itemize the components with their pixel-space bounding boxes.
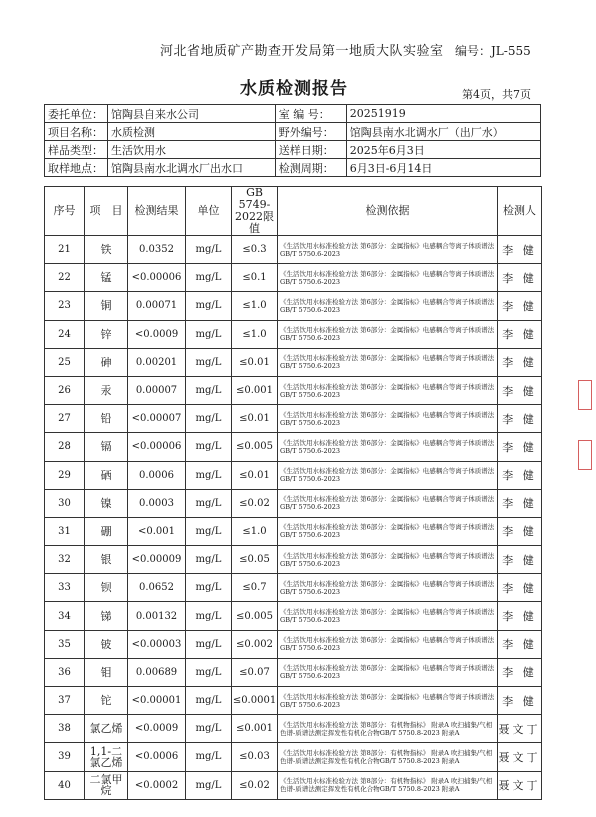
- report-title: 水质检测报告: [240, 79, 348, 99]
- table-row: [45, 602, 542, 630]
- row-person: 聂文丁: [498, 743, 542, 771]
- col-seq: 序号: [45, 187, 85, 236]
- col-limit-line2: 2022限值: [235, 210, 274, 235]
- row-item: 硼: [85, 517, 128, 545]
- report-header: [0, 0, 596, 110]
- row-item: 硒: [85, 461, 128, 489]
- row-unit: mg/L: [186, 320, 232, 348]
- row-limit: ≤0.005: [232, 433, 278, 461]
- row-seq: 36: [45, 658, 85, 686]
- row-unit: mg/L: [186, 546, 232, 574]
- row-person: 李 健: [498, 630, 542, 658]
- row-unit: mg/L: [186, 517, 232, 545]
- row-unit: mg/L: [186, 236, 232, 264]
- row-limit: ≤0.05: [232, 546, 278, 574]
- row-result: <0.00009: [128, 546, 186, 574]
- row-person: 李 健: [498, 292, 542, 320]
- row-person: 李 健: [498, 405, 542, 433]
- sampling-site-label: 取样地点：: [45, 159, 108, 177]
- row-item: 锰: [85, 264, 128, 292]
- table-row: [45, 236, 542, 264]
- row-item: 铊: [85, 687, 128, 715]
- row-item: 铍: [85, 630, 128, 658]
- row-unit: mg/L: [186, 433, 232, 461]
- row-result: <0.00007: [128, 405, 186, 433]
- row-seq: 23: [45, 292, 85, 320]
- row-method: 《生活饮用水标准检验方法 第6部分：金属指标》电感耦合等离子体质谱法 GB/T 5750.6-2023: [278, 376, 498, 404]
- sampling-site-value: 馆陶县南水北调水厂出水口: [108, 159, 276, 177]
- row-method: 《生活饮用水标准检验方法 第6部分：金属指标》电感耦合等离子体质谱法 GB/T 5750.6-2023: [278, 433, 498, 461]
- row-limit: ≤0.01: [232, 348, 278, 376]
- row-seq: 35: [45, 630, 85, 658]
- row-person: 李 健: [498, 658, 542, 686]
- row-seq: 38: [45, 715, 85, 743]
- project-value: 水质检测: [108, 123, 276, 141]
- row-seq: 31: [45, 517, 85, 545]
- table-row: [45, 546, 542, 574]
- table-row: [45, 574, 542, 602]
- table-row: [45, 658, 542, 686]
- sample-type-label: 样品类型：: [45, 141, 108, 159]
- row-item: 钼: [85, 658, 128, 686]
- row-result: 0.0352: [128, 236, 186, 264]
- row-method: 《生活饮用水标准检验方法 第6部分：金属指标》电感耦合等离子体质谱法 GB/T 5750.6-2023: [278, 348, 498, 376]
- row-item: 砷: [85, 348, 128, 376]
- row-limit: ≤1.0: [232, 320, 278, 348]
- row-limit: ≤1.0: [232, 292, 278, 320]
- col-unit: 单位: [186, 187, 232, 236]
- row-result: <0.0009: [128, 320, 186, 348]
- row-seq: 24: [45, 320, 85, 348]
- row-item: 镍: [85, 489, 128, 517]
- row-seq: 28: [45, 433, 85, 461]
- col-method: 检测依据: [278, 187, 498, 236]
- row-item: 铅: [85, 405, 128, 433]
- row-unit: mg/L: [186, 630, 232, 658]
- sample-info-table: [44, 104, 541, 177]
- table-row: [45, 630, 542, 658]
- row-seq: 25: [45, 348, 85, 376]
- row-unit: mg/L: [186, 715, 232, 743]
- table-row: [45, 715, 542, 743]
- row-unit: mg/L: [186, 264, 232, 292]
- row-limit: ≤0.01: [232, 405, 278, 433]
- row-person: 李 健: [498, 687, 542, 715]
- row-result: 0.00132: [128, 602, 186, 630]
- table-row: [45, 348, 542, 376]
- row-person: 李 健: [498, 517, 542, 545]
- row-method: 《生活饮用水标准检验方法 第6部分：金属指标》电感耦合等离子体质谱法 GB/T 5750.6-2023: [278, 630, 498, 658]
- table-row: [45, 433, 542, 461]
- test-period-label: 检测周期：: [275, 159, 346, 177]
- table-row: [45, 376, 542, 404]
- row-person: 李 健: [498, 489, 542, 517]
- table-row: [45, 320, 542, 348]
- row-method: 《生活饮用水标准检验方法 第6部分：金属指标》电感耦合等离子体质谱法 GB/T 5750.6-2023: [278, 517, 498, 545]
- row-person: 聂文丁: [498, 771, 542, 799]
- row-limit: ≤0.03: [232, 743, 278, 771]
- row-limit: ≤0.07: [232, 658, 278, 686]
- row-item: 汞: [85, 376, 128, 404]
- row-item: 钡: [85, 574, 128, 602]
- table-row: [45, 687, 542, 715]
- row-limit: ≤0.02: [232, 489, 278, 517]
- row-method: 《生活饮用水标准检验方法 第8部分：有机物指标》 附录A 吹扫捕集/气相色谱-质谱法测定挥发性有机化合物GB/T 5750.8-2023 附录A: [278, 743, 498, 771]
- row-seq: 32: [45, 546, 85, 574]
- row-person: 李 健: [498, 546, 542, 574]
- col-item: 项 目: [85, 187, 128, 236]
- project-label: 项目名称：: [45, 123, 108, 141]
- row-seq: 22: [45, 264, 85, 292]
- table-row: [45, 405, 542, 433]
- row-result: <0.0009: [128, 715, 186, 743]
- table-row: [45, 771, 542, 799]
- row-limit: ≤0.001: [232, 376, 278, 404]
- row-method: 《生活饮用水标准检验方法 第6部分：金属指标》电感耦合等离子体质谱法 GB/T 5750.6-2023: [278, 236, 498, 264]
- row-limit: ≤0.001: [232, 715, 278, 743]
- field-no-label: 野外编号：: [275, 123, 346, 141]
- row-method: 《生活饮用水标准检验方法 第6部分：金属指标》电感耦合等离子体质谱法 GB/T 5750.6-2023: [278, 687, 498, 715]
- row-limit: ≤0.02: [232, 771, 278, 799]
- sample-type-value: 生活饮用水: [108, 141, 276, 159]
- col-person: 检测人: [498, 187, 542, 236]
- col-result: 检测结果: [128, 187, 186, 236]
- row-method: 《生活饮用水标准检验方法 第6部分：金属指标》电感耦合等离子体质谱法 GB/T 5750.6-2023: [278, 546, 498, 574]
- room-no-label: 室 编 号：: [275, 105, 346, 123]
- row-result: 0.00007: [128, 376, 186, 404]
- row-person: 聂文丁: [498, 715, 542, 743]
- row-result: 0.00201: [128, 348, 186, 376]
- row-result: <0.001: [128, 517, 186, 545]
- row-result: 0.0006: [128, 461, 186, 489]
- row-person: 李 健: [498, 264, 542, 292]
- row-item: 银: [85, 546, 128, 574]
- row-result: <0.0002: [128, 771, 186, 799]
- row-result: 0.0652: [128, 574, 186, 602]
- row-item: 铜: [85, 292, 128, 320]
- row-limit: ≤0.1: [232, 264, 278, 292]
- red-seam-stamp: [578, 380, 592, 490]
- row-method: 《生活饮用水标准检验方法 第6部分：金属指标》电感耦合等离子体质谱法 GB/T 5750.6-2023: [278, 574, 498, 602]
- results-table: [44, 186, 542, 800]
- table-row: [45, 517, 542, 545]
- col-limit: [232, 187, 278, 236]
- row-limit: ≤1.0: [232, 517, 278, 545]
- row-result: <0.0006: [128, 743, 186, 771]
- row-seq: 30: [45, 489, 85, 517]
- row-method: 《生活饮用水标准检验方法 第8部分：有机物指标》 附录A 吹扫捕集/气相色谱-质谱法测定挥发性有机化合物GB/T 5750.8-2023 附录A: [278, 771, 498, 799]
- row-person: 李 健: [498, 461, 542, 489]
- row-result: 0.00689: [128, 658, 186, 686]
- row-item: 1,1-二氯乙烯: [85, 743, 128, 771]
- row-limit: ≤0.01: [232, 461, 278, 489]
- row-item: 氯乙烯: [85, 715, 128, 743]
- row-person: 李 健: [498, 348, 542, 376]
- row-person: 李 健: [498, 602, 542, 630]
- delivery-date-label: 送样日期：: [275, 141, 346, 159]
- row-person: 李 健: [498, 320, 542, 348]
- client-value: 馆陶县自来水公司: [108, 105, 276, 123]
- row-result: 0.00071: [128, 292, 186, 320]
- row-method: 《生活饮用水标准检验方法 第8部分：有机物指标》 附录A 吹扫捕集/气相色谱-质谱法测定挥发性有机化合物GB/T 5750.8-2023 附录A: [278, 715, 498, 743]
- row-method: 《生活饮用水标准检验方法 第6部分：金属指标》电感耦合等离子体质谱法 GB/T 5750.6-2023: [278, 405, 498, 433]
- row-unit: mg/L: [186, 405, 232, 433]
- organization-name: 河北省地质矿产勘查开发局第一地质大队实验室: [160, 44, 444, 59]
- row-seq: 26: [45, 376, 85, 404]
- row-unit: mg/L: [186, 771, 232, 799]
- row-seq: 40: [45, 771, 85, 799]
- results-header-row: [45, 187, 542, 236]
- row-unit: mg/L: [186, 602, 232, 630]
- row-limit: ≤0.0001: [232, 687, 278, 715]
- row-unit: mg/L: [186, 292, 232, 320]
- page-indicator: 第4页，共7页: [462, 88, 531, 101]
- row-item: 锌: [85, 320, 128, 348]
- table-row: [45, 461, 542, 489]
- row-seq: 33: [45, 574, 85, 602]
- row-method: 《生活饮用水标准检验方法 第6部分：金属指标》电感耦合等离子体质谱法 GB/T 5750.6-2023: [278, 602, 498, 630]
- row-method: 《生活饮用水标准检验方法 第6部分：金属指标》电感耦合等离子体质谱法 GB/T 5750.6-2023: [278, 658, 498, 686]
- row-result: <0.00006: [128, 264, 186, 292]
- row-person: 李 健: [498, 433, 542, 461]
- row-limit: ≤0.7: [232, 574, 278, 602]
- row-person: 李 健: [498, 574, 542, 602]
- col-limit-line1: GB 5749-: [238, 186, 271, 211]
- row-unit: mg/L: [186, 743, 232, 771]
- row-method: 《生活饮用水标准检验方法 第6部分：金属指标》电感耦合等离子体质谱法 GB/T 5750.6-2023: [278, 292, 498, 320]
- row-seq: 29: [45, 461, 85, 489]
- row-result: <0.00001: [128, 687, 186, 715]
- row-item: 二氯甲烷: [85, 771, 128, 799]
- row-unit: mg/L: [186, 376, 232, 404]
- row-result: <0.00003: [128, 630, 186, 658]
- row-method: 《生活饮用水标准检验方法 第6部分：金属指标》电感耦合等离子体质谱法 GB/T 5750.6-2023: [278, 320, 498, 348]
- row-unit: mg/L: [186, 574, 232, 602]
- row-limit: ≤0.005: [232, 602, 278, 630]
- table-row: [45, 292, 542, 320]
- row-item: 镉: [85, 433, 128, 461]
- row-method: 《生活饮用水标准检验方法 第6部分：金属指标》电感耦合等离子体质谱法 GB/T 5750.6-2023: [278, 264, 498, 292]
- row-limit: ≤0.002: [232, 630, 278, 658]
- client-label: 委托单位：: [45, 105, 108, 123]
- row-unit: mg/L: [186, 658, 232, 686]
- row-person: 李 健: [498, 376, 542, 404]
- row-result: <0.00006: [128, 433, 186, 461]
- table-row: [45, 489, 542, 517]
- row-unit: mg/L: [186, 489, 232, 517]
- row-item: 铁: [85, 236, 128, 264]
- delivery-date-value: 2025年6月3日: [346, 141, 540, 159]
- row-seq: 21: [45, 236, 85, 264]
- table-row: [45, 743, 542, 771]
- row-unit: mg/L: [186, 461, 232, 489]
- row-method: 《生活饮用水标准检验方法 第6部分：金属指标》电感耦合等离子体质谱法 GB/T 5750.6-2023: [278, 461, 498, 489]
- row-result: 0.0003: [128, 489, 186, 517]
- document-number: 编号：JL-555: [455, 44, 531, 58]
- row-seq: 27: [45, 405, 85, 433]
- row-seq: 37: [45, 687, 85, 715]
- row-method: 《生活饮用水标准检验方法 第6部分：金属指标》电感耦合等离子体质谱法 GB/T 5750.6-2023: [278, 489, 498, 517]
- row-item: 锑: [85, 602, 128, 630]
- row-limit: ≤0.3: [232, 236, 278, 264]
- row-unit: mg/L: [186, 348, 232, 376]
- test-period-value: 6月3日-6月14日: [346, 159, 540, 177]
- row-seq: 34: [45, 602, 85, 630]
- field-no-value: 馆陶县南水北调水厂（出厂水）: [346, 123, 540, 141]
- row-unit: mg/L: [186, 687, 232, 715]
- table-row: [45, 264, 542, 292]
- room-no-value: 20251919: [346, 105, 540, 123]
- row-seq: 39: [45, 743, 85, 771]
- row-person: 李 健: [498, 236, 542, 264]
